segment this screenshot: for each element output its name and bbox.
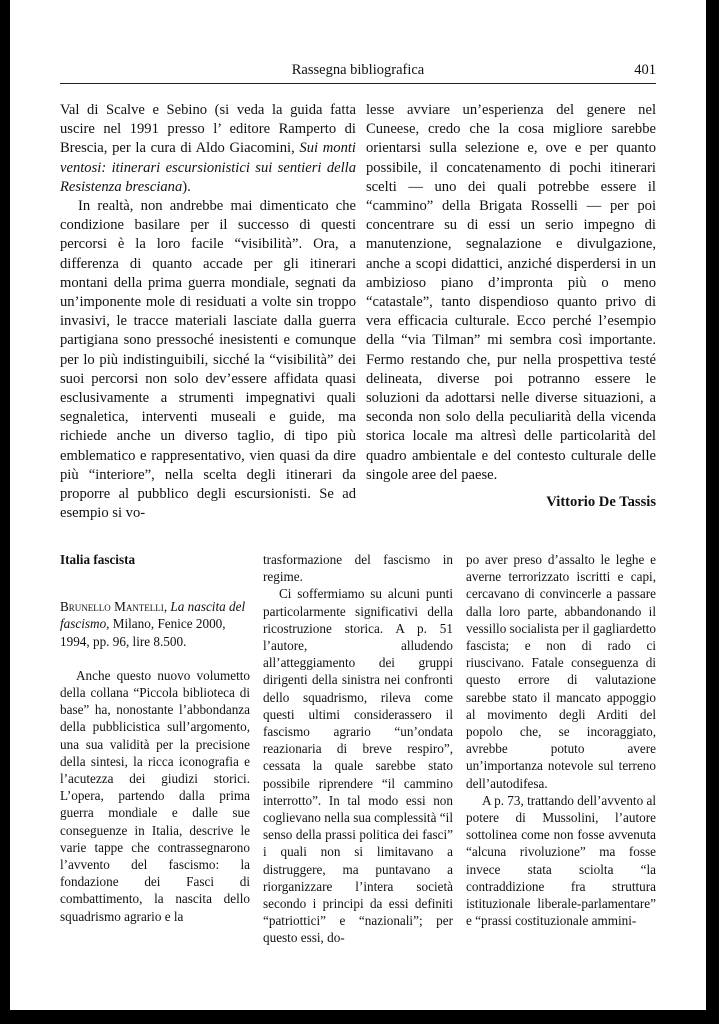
paragraph: trasformazione del fascismo in regime. (263, 552, 453, 585)
book-citation (60, 598, 250, 650)
author-signature: Vittorio De Tassis (546, 494, 656, 511)
text-run: Val di Scalve e Sebino (si veda la guida fatta uscire nel 1991 presso l’ editore Ramperto di Brescia, per la cura di Aldo Giacomini, (60, 102, 356, 157)
text-run: , (163, 599, 171, 615)
citation-details: , Milano, Fenice 2000, 1994, pp. 96, lire 8.500. (60, 616, 226, 649)
header-rule (60, 83, 656, 84)
page-number: 401 (634, 62, 656, 78)
paragraph: Ci soffermiamo su alcuni punti particolarmente significativi della ricostruzione storica. A p. 51 l’autore, alludendo all’atteggiamento dei gruppi dirigenti della sinistra nei confronti dello squadrismo, rileva come questi ultimi considerassero il fascismo agrario “un’ondata reazionaria di breve respiro”, cessata la quale sarebbe stato possibile riprendere “il cammino interrotto”. In tal modo essi non coglievano nella sua complessità “il senso della prassi politica dei fasci” i quali non si limitavano a distruggere, ma puntavano a riorganizzare l’intera società secondo i principi da essi definiti “patriottici” e “nazionali”; per questo essi, do- (263, 586, 453, 946)
paragraph: In realtà, non andrebbe mai dimenticato che condizione basilare per il successo di questi percorsi è la loro facile “visibilità”. Ora, a differenza di quanto accade per gli itinerari montani della prima guerra mondiale, segnati da un’imponente mole di residuati a volte sin troppo invasivi, le tracce materiali lasciate dalla guerra partigiana sono pressoché inesistenti e comunque per lo più indistinguibili, sicché la “visibilità” dei suoi percorsi non solo dev’essere affidata quasi esclusivamente a strumenti impegnativi quali segnaletica, interventi museali e guide, ma richiede anche un diverso taglio, di tipo più emblematico e rappresentativo, vien quasi da dire più “interiore”, nella scelta degli itinerari da proporre al pubblico degli escursionisti. Se ad esempio si vo- (60, 198, 356, 522)
review-column-2 (263, 551, 453, 947)
upper-right-column (366, 101, 656, 512)
citation-title: La nascita del fascismo (60, 599, 246, 632)
review-column-1 (60, 551, 250, 925)
paragraph: Anche questo nuovo volumetto della collana “Piccola biblioteca di base” ha, nonostante l’abbondanza della pubblicistica sull’argomento, una sua validità per la precisione della sintesi, la ricca iconografia e l’acutezza dei giudizi storici. L’opera, partendo dalla prima guerra mondiale e dalle sue conseguenze in Italia, descrive le varie tappe che contrassegnarono l’avvento del fascismo: la fondazione dei Fasci di combattimento, la nascita dello squadrismo agrario e la (60, 667, 250, 924)
review-column-3 (466, 551, 656, 929)
paragraph (60, 101, 356, 197)
running-title: Rassegna bibliografica (291, 62, 425, 78)
running-head (60, 62, 656, 82)
paragraph: A p. 73, trattando dell’avvento al potere di Mussolini, l’autore sottolinea come non fosse avvenuta “alcuna rivoluzione” ma fosse invece stata sciolta “la contraddizione fra struttura istituzionale liberale-parlamentare” e “prassi costituzionale ammini- (466, 792, 656, 929)
text-run: ). (182, 178, 191, 195)
book-page (10, 0, 706, 1010)
paragraph: po aver preso d’assalto le leghe e averne terrorizzato iscritti e capi, cercavano di convincerle a passare dalla loro parte, abbandonando il vessillo socialista per il gagliardetto fascista; e non di rado ci riuscivano. Fatale conseguenza di questo errore di valutazione sarebbe stato il mancato appoggio al movimento degli Arditi del popolo che, se incoraggiato, avrebbe potuto avere un’importanza notevole sul terreno dell’autodifesa. (466, 552, 656, 791)
book-title-italic: Sui monti ventosi: itinerari escursionistici sui sentieri della Resistenza bresciana (60, 140, 356, 195)
upper-left-column (60, 101, 356, 523)
citation-author: Brunello Mantelli (60, 599, 164, 615)
paragraph: lesse avviare un’esperienza del genere nel Cuneese, credo che la cosa migliore sarebbe orientarsi sulla selezione e, ove e per quanto possibile, il concatenamento di pochi itinerari scelti — uno dei quali potrebbe essere il “cammino” della Brigata Rosselli — per poi concentrare su di essi un serio impegno di manutenzione, segnalazione e divulgazione, anche a scopi didattici, anziché disperdersi in un ambizioso piano d’impronta più o meno “catastale”, tanto dispendioso quanto privo di vera efficacia culturale. Ecco perché l’esempio della “via Tilman” mi sembra così importante. Fermo restando che, pur nella prospettiva testé delineata, diverse poi potranno essere le soluzioni da adottarsi nelle diverse situazioni, a seconda non solo della peculiarità della vicenda storica locale ma altresì delle particolarità del quadro ambientale e del contesto culturale delle singole aree del paese. (366, 102, 656, 483)
section-title: Italia fascista (60, 552, 136, 567)
